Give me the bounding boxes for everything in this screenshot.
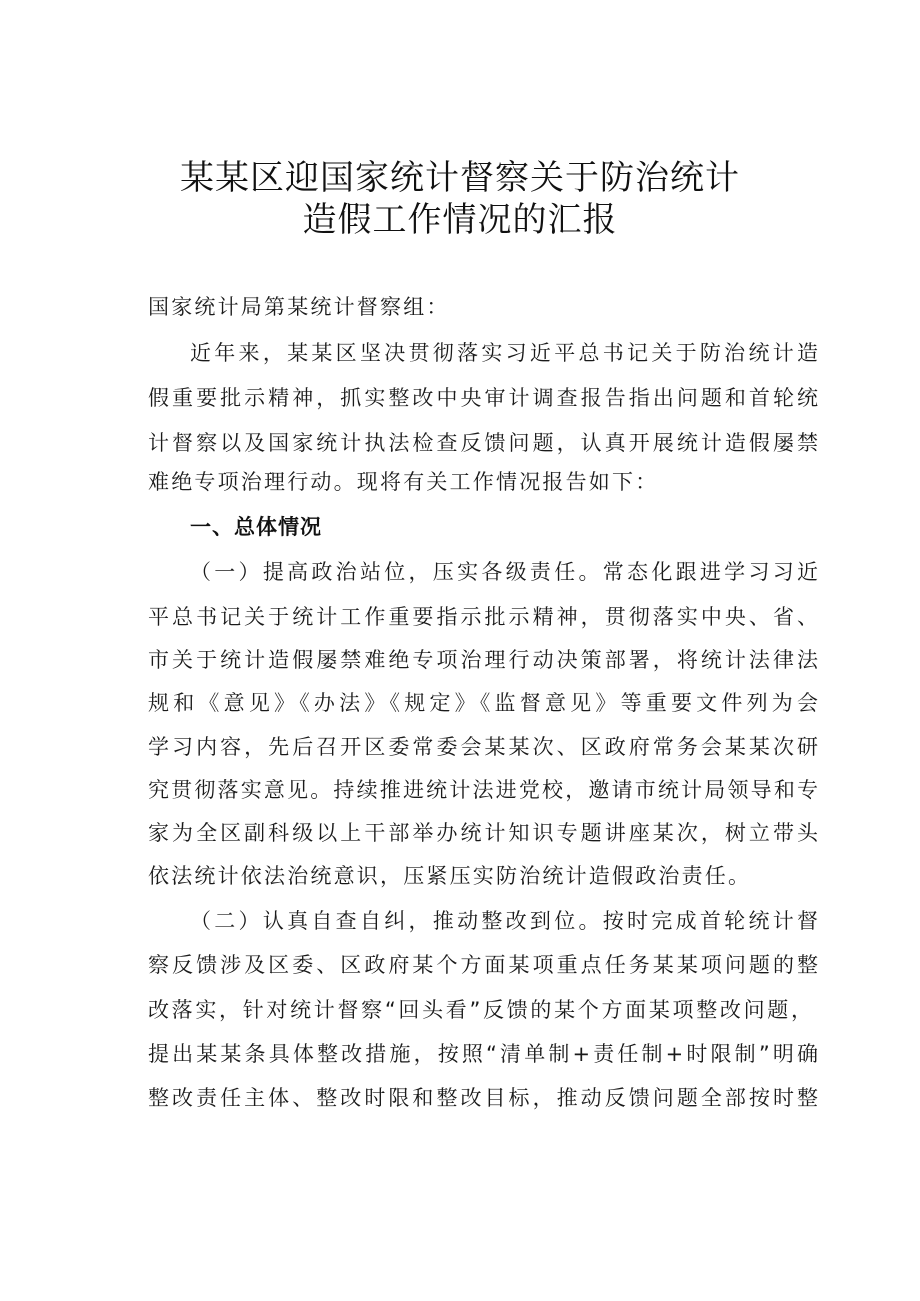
paragraph-line: 究贯彻落实意见。持续推进统计法进党校，邀请市统计局领导和专 [148,778,818,802]
intro-line: 计督察以及国家统计执法检查反馈问题，认真开展统计造假屡禁 [148,431,818,455]
paragraph-line: 规和《意见》《办法》《规定》《监督意见》等重要文件列为会 [148,691,818,715]
paragraph-line: 改落实，针对统计督察“回头看”反馈的某个方面某项整改问题， [148,998,812,1022]
paragraph-line: （二）认真自查自纠，推动整改到位。按时完成首轮统计督 [190,909,818,933]
paragraph-line: 平总书记关于统计工作重要指示批示精神，贯彻落实中央、省、 [148,605,818,629]
salutation: 国家统计局第某统计督察组： [148,295,450,319]
paragraph-line: 市关于统计造假屡禁难绝专项治理行动决策部署，将统计法律法 [148,648,818,672]
paragraph-line: 家为全区副科级以上干部举办统计知识专题讲座某次，树立带头 [148,821,818,845]
intro-line: 近年来，某某区坚决贯彻落实习近平总书记关于防治统计造 [190,341,818,365]
intro-line: 假重要批示精神，抓实整改中央审计调查报告指出问题和首轮统 [148,386,818,410]
paragraph-line: （一）提高政治站位，压实各级责任。常态化跟进学习习近 [190,560,818,584]
section-heading: 一、总体情况 [190,515,322,539]
document-title-line-2: 造假工作情况的汇报 [302,200,618,240]
paragraph-line: 学习内容，先后召开区委常委会某某次、区政府常务会某某次研 [148,735,818,759]
paragraph-line: 整改责任主体、整改时限和整改目标，推动反馈问题全部按时整 [148,1086,818,1110]
paragraph-line: 察反馈涉及区委、区政府某个方面某项重点任务某某项问题的整 [148,953,818,977]
document-title-line-1: 某某区迎国家统计督察关于防治统计 [180,158,740,198]
paragraph-line: 依法统计依法治统意识，压紧压实防治统计造假政治责任。 [148,864,752,888]
intro-line: 难绝专项治理行动。现将有关工作情况报告如下： [148,470,659,494]
paragraph-line: 提出某某条具体整改措施，按照“清单制+责任制+时限制”明确 [148,1042,818,1066]
